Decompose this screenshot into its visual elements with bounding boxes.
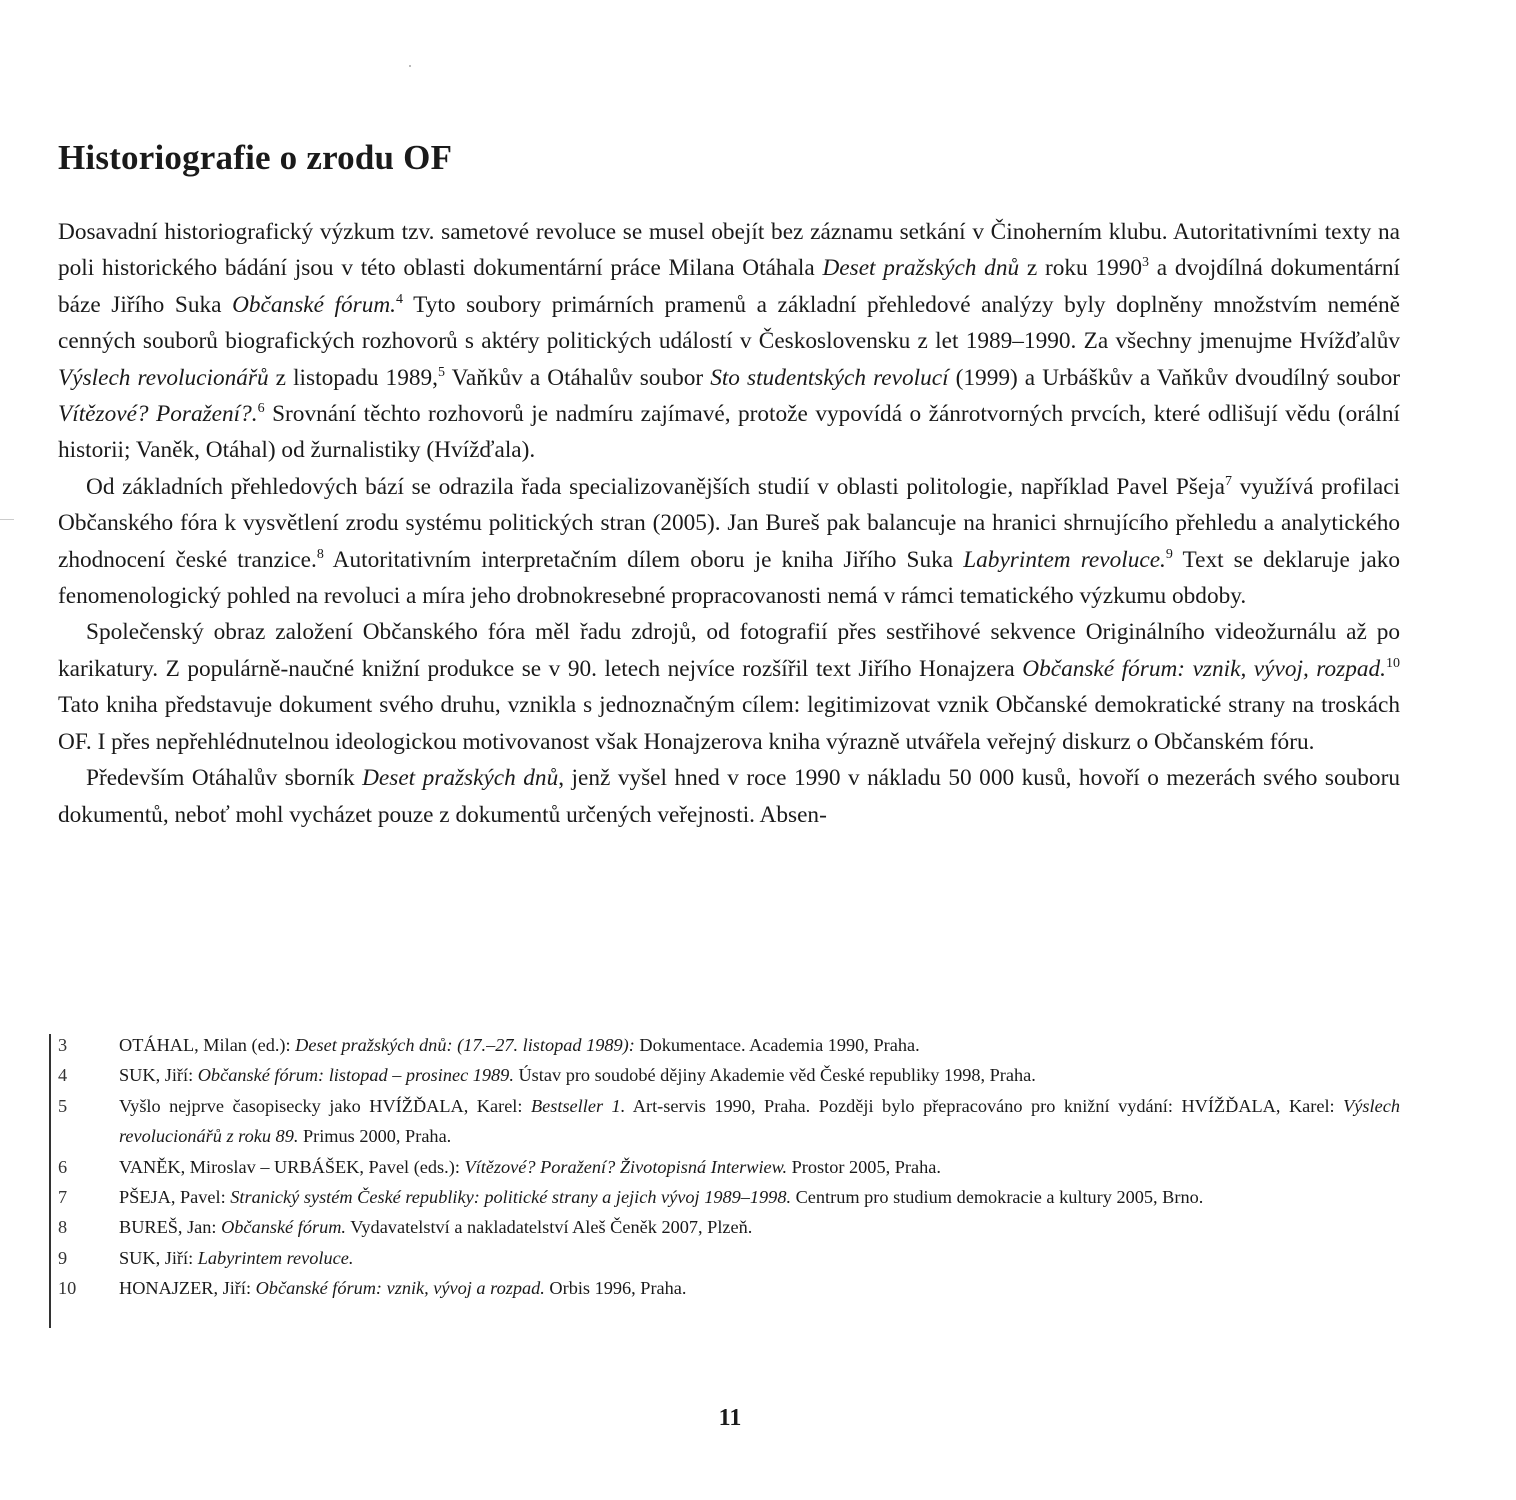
text-run: Orbis 1996, Praha. <box>544 1278 687 1299</box>
footnote <box>58 1091 1400 1152</box>
text-run: VANĚK, Miroslav – URBÁŠEK, Pavel (eds.): <box>119 1156 465 1177</box>
footnote <box>58 1030 1400 1060</box>
text-run: Především Otáhalův sborník <box>86 765 363 792</box>
section-heading: Historiografie o zrodu OF <box>58 138 453 177</box>
text-run: Vaňkův a Otáhalův soubor <box>444 364 711 391</box>
footnote <box>58 1152 1400 1182</box>
italic-title: Deset pražských dnů <box>362 765 559 792</box>
text-run: OTÁHAL, Milan (ed.): <box>119 1035 296 1055</box>
footnote-reference: 8 <box>316 546 324 562</box>
italic-title: Občanské fórum. <box>232 291 396 318</box>
body-text <box>58 214 1400 833</box>
text-run: Primus 2000, Praha. <box>298 1126 452 1147</box>
scan-speck <box>409 65 411 67</box>
italic-title: Občanské fórum: vznik, vývoj a rozpad. <box>255 1278 545 1299</box>
text-run: , jenž vyšel hned v roce 1990 v nákladu 50 000 kusů, hovoří o mezerách svého souboru dokumentů, neboť mohl vycházet pouze z dokumentů určených veřejnosti. Absen- <box>58 765 1400 828</box>
footnote <box>58 1273 1400 1303</box>
italic-title: Výslech revolucionářů z roku 89. <box>119 1095 1400 1147</box>
italic-title: Labyrintem revoluce. <box>963 546 1166 573</box>
italic-title: Sto studentských revolucí <box>710 364 949 391</box>
text-run: (1999) a Urbáškův a Vaňkův dvoudílný soubor <box>948 364 1401 391</box>
text-run: Vydavatelství a nakladatelství Aleš Čeněk 2007, Plzeň. <box>346 1217 753 1238</box>
text-run: Dosavadní historiografický výzkum tzv. sametové revoluce se musel obejít bez záznamu setkání v Činoherním klubu. Autoritativními texty na poli historického bádání jsou v této oblasti dokumentární práce Milana Otáhala <box>58 219 1400 282</box>
footnote-number: 8 <box>58 1217 68 1238</box>
text-run: Autoritativním interpretačním dílem oboru je kniha Jiřího Suka <box>323 546 964 573</box>
text-run: Tato kniha představuje dokument svého druhu, vznikla s jednoznačným cílem: legitimizovat vznik Občanské demokratické strany na troskách OF. I přes nepřehlédnutelnou ideologickou motivovanost však Honajzerova kniha výrazně utvářela veřejný diskurz o Občanském fóru. <box>58 692 1400 755</box>
footnote-reference: 9 <box>1165 546 1173 562</box>
italic-title: Občanské fórum: listopad – prosinec 1989. <box>197 1065 514 1086</box>
footnote-text <box>119 1182 1400 1212</box>
footnote-reference: 5 <box>437 364 445 380</box>
text-run: Od základních přehledových bází se odrazila řada specializovanějších studií v oblasti politologie, například Pavel Pšeja <box>86 473 1226 500</box>
footnote-text <box>119 1152 1400 1182</box>
body-paragraph <box>58 614 1400 760</box>
footnote <box>58 1182 1400 1212</box>
text-run: Prostor 2005, Praha. <box>787 1156 941 1177</box>
italic-title: Vítězové? Poražení? Životopisná Interwiew. <box>464 1156 788 1177</box>
text-run: Vyšlo nejprve časopisecky jako HVÍŽĎALA, Karel: <box>119 1095 531 1116</box>
page-number: 11 <box>718 1405 742 1431</box>
italic-title: Deset pražských dnů <box>822 255 1020 282</box>
footnote-text <box>119 1060 1400 1090</box>
footnote-number: 9 <box>58 1247 68 1268</box>
text-run: Dokumentace. Academia 1990, Praha. <box>634 1035 920 1055</box>
footnote-reference: 6 <box>257 401 265 417</box>
footnote-number: 7 <box>58 1187 68 1208</box>
footnote-number: 5 <box>58 1095 68 1116</box>
text-run: Srovnání těchto rozhovorů je nadmíru zajímavé, protože vypovídá o žánrotvorných prvcích, které odlišují vědu (orální historii; Vaněk, Otáhal) od žurnalistiky (Hvížďala). <box>58 401 1400 464</box>
text-run: SUK, Jiří: <box>119 1247 198 1268</box>
text-run: Společenský obraz založení Občanského fóra měl řadu zdrojů, od fotografií přes sestřihové sekvence Originálního videožurnálu až po karikatury. Z populárně-naučné knižní produkce se v 90. letech nejvíce rozšířil text Jiřího Honajzera <box>58 619 1400 682</box>
text-run: Text se deklaruje jako fenomenologický pohled na revoluci a míra jeho drobnokresebné propracovanosti nemá v rámci tematického výzkumu obdoby. <box>58 546 1401 610</box>
scan-edge-mark <box>0 519 14 520</box>
footnote-number: 6 <box>58 1156 68 1177</box>
text-run: BUREŠ, Jan: <box>119 1217 222 1238</box>
footnote-reference: 4 <box>396 291 403 307</box>
italic-title: Labyrintem revoluce. <box>197 1247 354 1268</box>
italic-title: Občanské fórum. <box>221 1217 346 1238</box>
text-run: a dvojdílná dokumentární báze Jiřího Suka <box>58 255 1400 318</box>
footnotes-list <box>58 1030 1400 1304</box>
italic-title: Výslech revolucionářů <box>58 364 269 391</box>
footnote-number: 3 <box>58 1035 68 1055</box>
footnote-text <box>119 1091 1400 1152</box>
text-run: z listopadu 1989, <box>268 364 438 391</box>
italic-title: Deset pražských dnů: (17.–27. listopad 1989): <box>295 1035 635 1055</box>
footnote-reference: 3 <box>1142 255 1150 271</box>
footnote-number: 10 <box>58 1278 77 1299</box>
text-run: z roku 1990 <box>1019 255 1143 282</box>
text-run: PŠEJA, Pavel: <box>119 1187 231 1208</box>
italic-title: Vítězové? Poražení?. <box>58 401 258 428</box>
italic-title: Stranický systém České republiky: politické strany a jejich vývoj 1989–1998. <box>230 1187 792 1208</box>
footnote <box>58 1243 1400 1273</box>
footnote <box>58 1212 1400 1242</box>
italic-title: Občanské fórum: vznik, vývoj, rozpad. <box>1022 655 1386 682</box>
text-run: využívá profilaci Občanského fóra k vysvětlení zrodu systému politických stran (2005). Jan Bureš pak balancuje na hranici shrnujícího přehledu a analytického zhodnocení české tranzice. <box>58 473 1401 573</box>
footnote-reference: 7 <box>1225 473 1233 489</box>
footnote-text <box>119 1030 1400 1060</box>
text-run: Art-servis 1990, Praha. Později bylo přepracováno pro knižní vydání: HVÍŽĎALA, Karel: <box>625 1095 1344 1116</box>
body-paragraph <box>58 214 1400 469</box>
body-paragraph <box>58 469 1400 615</box>
footnote-rule <box>49 1034 51 1328</box>
text-run: SUK, Jiří: <box>119 1065 198 1086</box>
footnote-number: 4 <box>58 1065 68 1086</box>
body-paragraph <box>58 760 1400 833</box>
text-run: HONAJZER, Jiří: <box>119 1278 256 1299</box>
footnote-text <box>119 1273 1400 1303</box>
footnote-reference: 10 <box>1386 655 1400 671</box>
footnote <box>58 1060 1400 1090</box>
text-run: Centrum pro studium demokracie a kultury 2005, Brno. <box>791 1187 1204 1208</box>
text-run: Tyto soubory primárních pramenů a základní přehledové analýzy byly doplněny množstvím neméně cenných souborů biografických rozhovorů s aktéry politických událostí v Československu z let 1989–1990. Za všechny jmenujme Hvížďalův <box>58 291 1400 355</box>
italic-title: Bestseller 1. <box>530 1095 626 1116</box>
text-run: Ústav pro soudobé dějiny Akademie věd České republiky 1998, Praha. <box>513 1065 1036 1086</box>
footnote-text <box>119 1243 1400 1273</box>
footnote-text <box>119 1212 1400 1242</box>
